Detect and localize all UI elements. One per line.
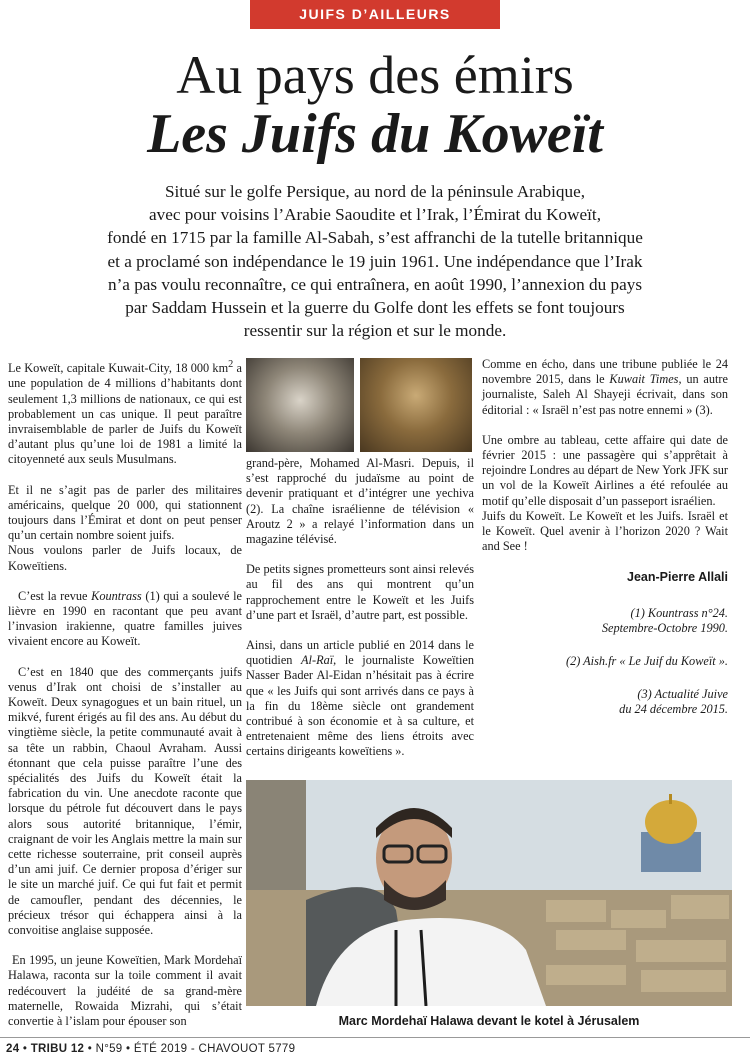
text: a une population de 4 millions d’habitants dont seulement 1,3 millions de nationaux, ce qui est probablement un cas unique. Il peut paraître invraisemblable de parler de Juifs du Koweït d’autant plus qu’une loi de 1981 a limité la citoyenneté aux seuls Musulmans. xyxy=(8,361,242,467)
text: (1) qui a soulevé le lièvre en 1990 en racontant que peu avant l’invasion irakienne, quatre familles juives vivaient encore au Koweït. xyxy=(8,588,242,649)
separator: • xyxy=(126,1043,134,1055)
intro-paragraph xyxy=(60,180,690,342)
footer-rule xyxy=(0,1037,750,1038)
intro-line: ressentir sur la région et sur le monde. xyxy=(243,321,507,341)
footnote-1 xyxy=(482,606,728,636)
paragraph xyxy=(482,357,728,418)
holiday: CHAVOUOT 5779 xyxy=(198,1043,296,1055)
separator: • xyxy=(22,1043,31,1055)
text: Ainsi, dans un article publié en 2014 dans le quotidien xyxy=(246,638,474,668)
jerusalem-photo xyxy=(246,780,732,1006)
paragraph: grand-père, Mohamed Al-Masri. Depuis, il s’est rapproché du judaïsme au point de devenir pratiquant et d’intégrer une yechiva (2). La chaîne israélienne de télévision « Aroutz 2 » a relayé l’information dans un magazine télévisé. xyxy=(246,456,474,547)
publication-name: Kountrass xyxy=(91,588,142,603)
article-column-3 xyxy=(482,357,728,736)
grandfather-portrait-photo xyxy=(360,358,472,452)
paragraph: Une ombre au tableau, cette affaire qui date de février 2015 : une passagère qui s’apprêtait à rejoindre Londres au départ de New York JFK sur un vol de la Koweït Airlines a été refoulée au motif qu’elle disposait d’un passeport israélien. xyxy=(482,432,728,508)
season: ÉTÉ 2019 xyxy=(133,1043,188,1055)
intro-line: par Saddam Hussein et la guerre du Golfe dont les effets se font toujours xyxy=(125,298,625,318)
publication-name: Kuwait Times xyxy=(609,372,679,387)
title-line-1: Au pays des émirs xyxy=(176,45,574,105)
paragraph: C’est en 1840 que des commerçants juifs venus d’Irak ont choisi de s’installer au Koweït. Deux synagogues et un bain rituel, un mikvé, furent érigés au fil des ans. Au début du vingtième siècle, la petite communauté avait à sa tête un rabbin, Chaoul Avraham. Aussi étonnant que cela puisse paraître l’une des spécialités des Juifs du Koweït était la fabrication du vin. Une anecdote raconte que lorsque du pétrole fut découvert dans le pays alors sous autorité britannique, l’émir, craignant de voir les Anglais mettre la main sur cette richesse souterraine, prit conseil auprès d’un ami juif. Ce dernier proposa d’ériger sur le site un marché juif. Ce qui fut fait et permit de camoufler, pendant des décennies, le précieux trésor qui échappera ainsi à la convoitise anglaise supposée. xyxy=(8,664,242,937)
paragraph: Et il ne s’agit pas de parler des militaires américains, quelque 20 000, qui stationnent toujours dans l’Émirat et dont on peut penser qu’un certain nombre soient juifs. xyxy=(8,482,242,543)
page-number: 24 xyxy=(6,1043,20,1055)
text: , un autre journaliste, Saleh Al Shayeji écrivait, dans son éditorial : « Israël n’est pas notre ennemi » (3). xyxy=(482,372,728,417)
footnote-line: (1) Kountrass n°24. xyxy=(630,605,728,620)
page-footer xyxy=(6,1043,295,1055)
intro-line: Situé sur le golfe Persique, au nord de la péninsule Arabique, xyxy=(164,182,586,201)
intro-line: et a proclamé son indépendance le 19 juin 1961. Une indépendance que l’Irak xyxy=(107,251,643,271)
grandmother-portrait-photo xyxy=(246,358,354,452)
author-signature: Jean-Pierre Allali xyxy=(627,570,728,585)
separator: - xyxy=(190,1043,199,1055)
text: Comme en écho, dans une tribune publiée le 24 novembre 2015, dans le xyxy=(482,357,728,387)
title-line-2: Les Juifs du Koweït xyxy=(147,103,603,165)
text: C’est la revue xyxy=(18,588,92,603)
section-rubric: JUIFS D’AILLEURS xyxy=(250,0,500,29)
paragraph: Nous voulons parler de Juifs locaux, de Koweïtiens. xyxy=(8,543,242,573)
footnote-3 xyxy=(482,687,728,717)
paragraph: En 1995, un jeune Koweïtien, Mark Mordehaï Halawa, raconta sur la toile comment il avait redécouvert la judéité de sa grand-mère maternelle, Rowaida Mizrahi, qui s’était convertie à l’islam pour épouser son xyxy=(8,953,242,1029)
jerusalem-photo-illustration xyxy=(246,780,732,1006)
separator: • xyxy=(87,1043,96,1055)
publication-name: Al-Raï xyxy=(301,653,334,668)
intro-line: fondé en 1715 par la famille Al-Sabah, s’est affranchi de la tutelle britannique xyxy=(107,228,643,248)
footnote-line: Septembre-Octobre 1990. xyxy=(601,620,728,635)
footnote-line: (2) Aish.fr « Le Juif du Koweït ». xyxy=(565,654,728,669)
paragraph xyxy=(8,357,242,468)
paragraph: Juifs du Koweït. Le Koweït et les Juifs. Israël et le Koweït. Quel avenir à l’horizon 2020 ? Wait and See ! xyxy=(482,508,728,554)
article-column-1 xyxy=(8,357,242,1044)
article-column-2 xyxy=(246,456,474,775)
magazine-name: TRIBU 12 xyxy=(30,1043,85,1055)
photo-caption: Marc Mordehaï Halawa devant le kotel à Jérusalem xyxy=(338,1014,640,1028)
superscript: 2 xyxy=(228,359,234,370)
paragraph: De petits signes prometteurs sont ainsi relevés au fil des ans qui montrent qu’un rapprochement entre le Koweït et les Juifs d’une part et Israël, d’autre part, est possible. xyxy=(246,562,474,622)
intro-line: avec pour voisins l’Arabie Saoudite et l’Irak, l’Émirat du Koweït, xyxy=(149,205,601,225)
paragraph xyxy=(246,638,474,760)
footnote-line: (3) Actualité Juive xyxy=(637,687,728,702)
issue-number: N°59 xyxy=(95,1043,123,1055)
footnote-line: du 24 décembre 2015. xyxy=(619,702,728,717)
intro-line: n’a pas voulu reconnaître, ce qui entraînera, en août 1990, l’annexion du pays xyxy=(107,274,643,294)
text: Le Koweït, capitale Kuwait-City, 18 000 km xyxy=(8,361,229,376)
text: , le journaliste Koweïtien Nasser Bader Al-Eidan n’hésitait pas à écrire que « les Juifs qui sont arrivés dans ce pays à la fin du 18ème siècle ont grandement contribué à son économie et à sa culture, et entretenaient même des liens étroits avec certains dirigeants koweïtiens ». xyxy=(246,653,474,759)
paragraph xyxy=(8,589,242,650)
footnote-2 xyxy=(482,654,728,669)
family-photos xyxy=(246,358,476,452)
